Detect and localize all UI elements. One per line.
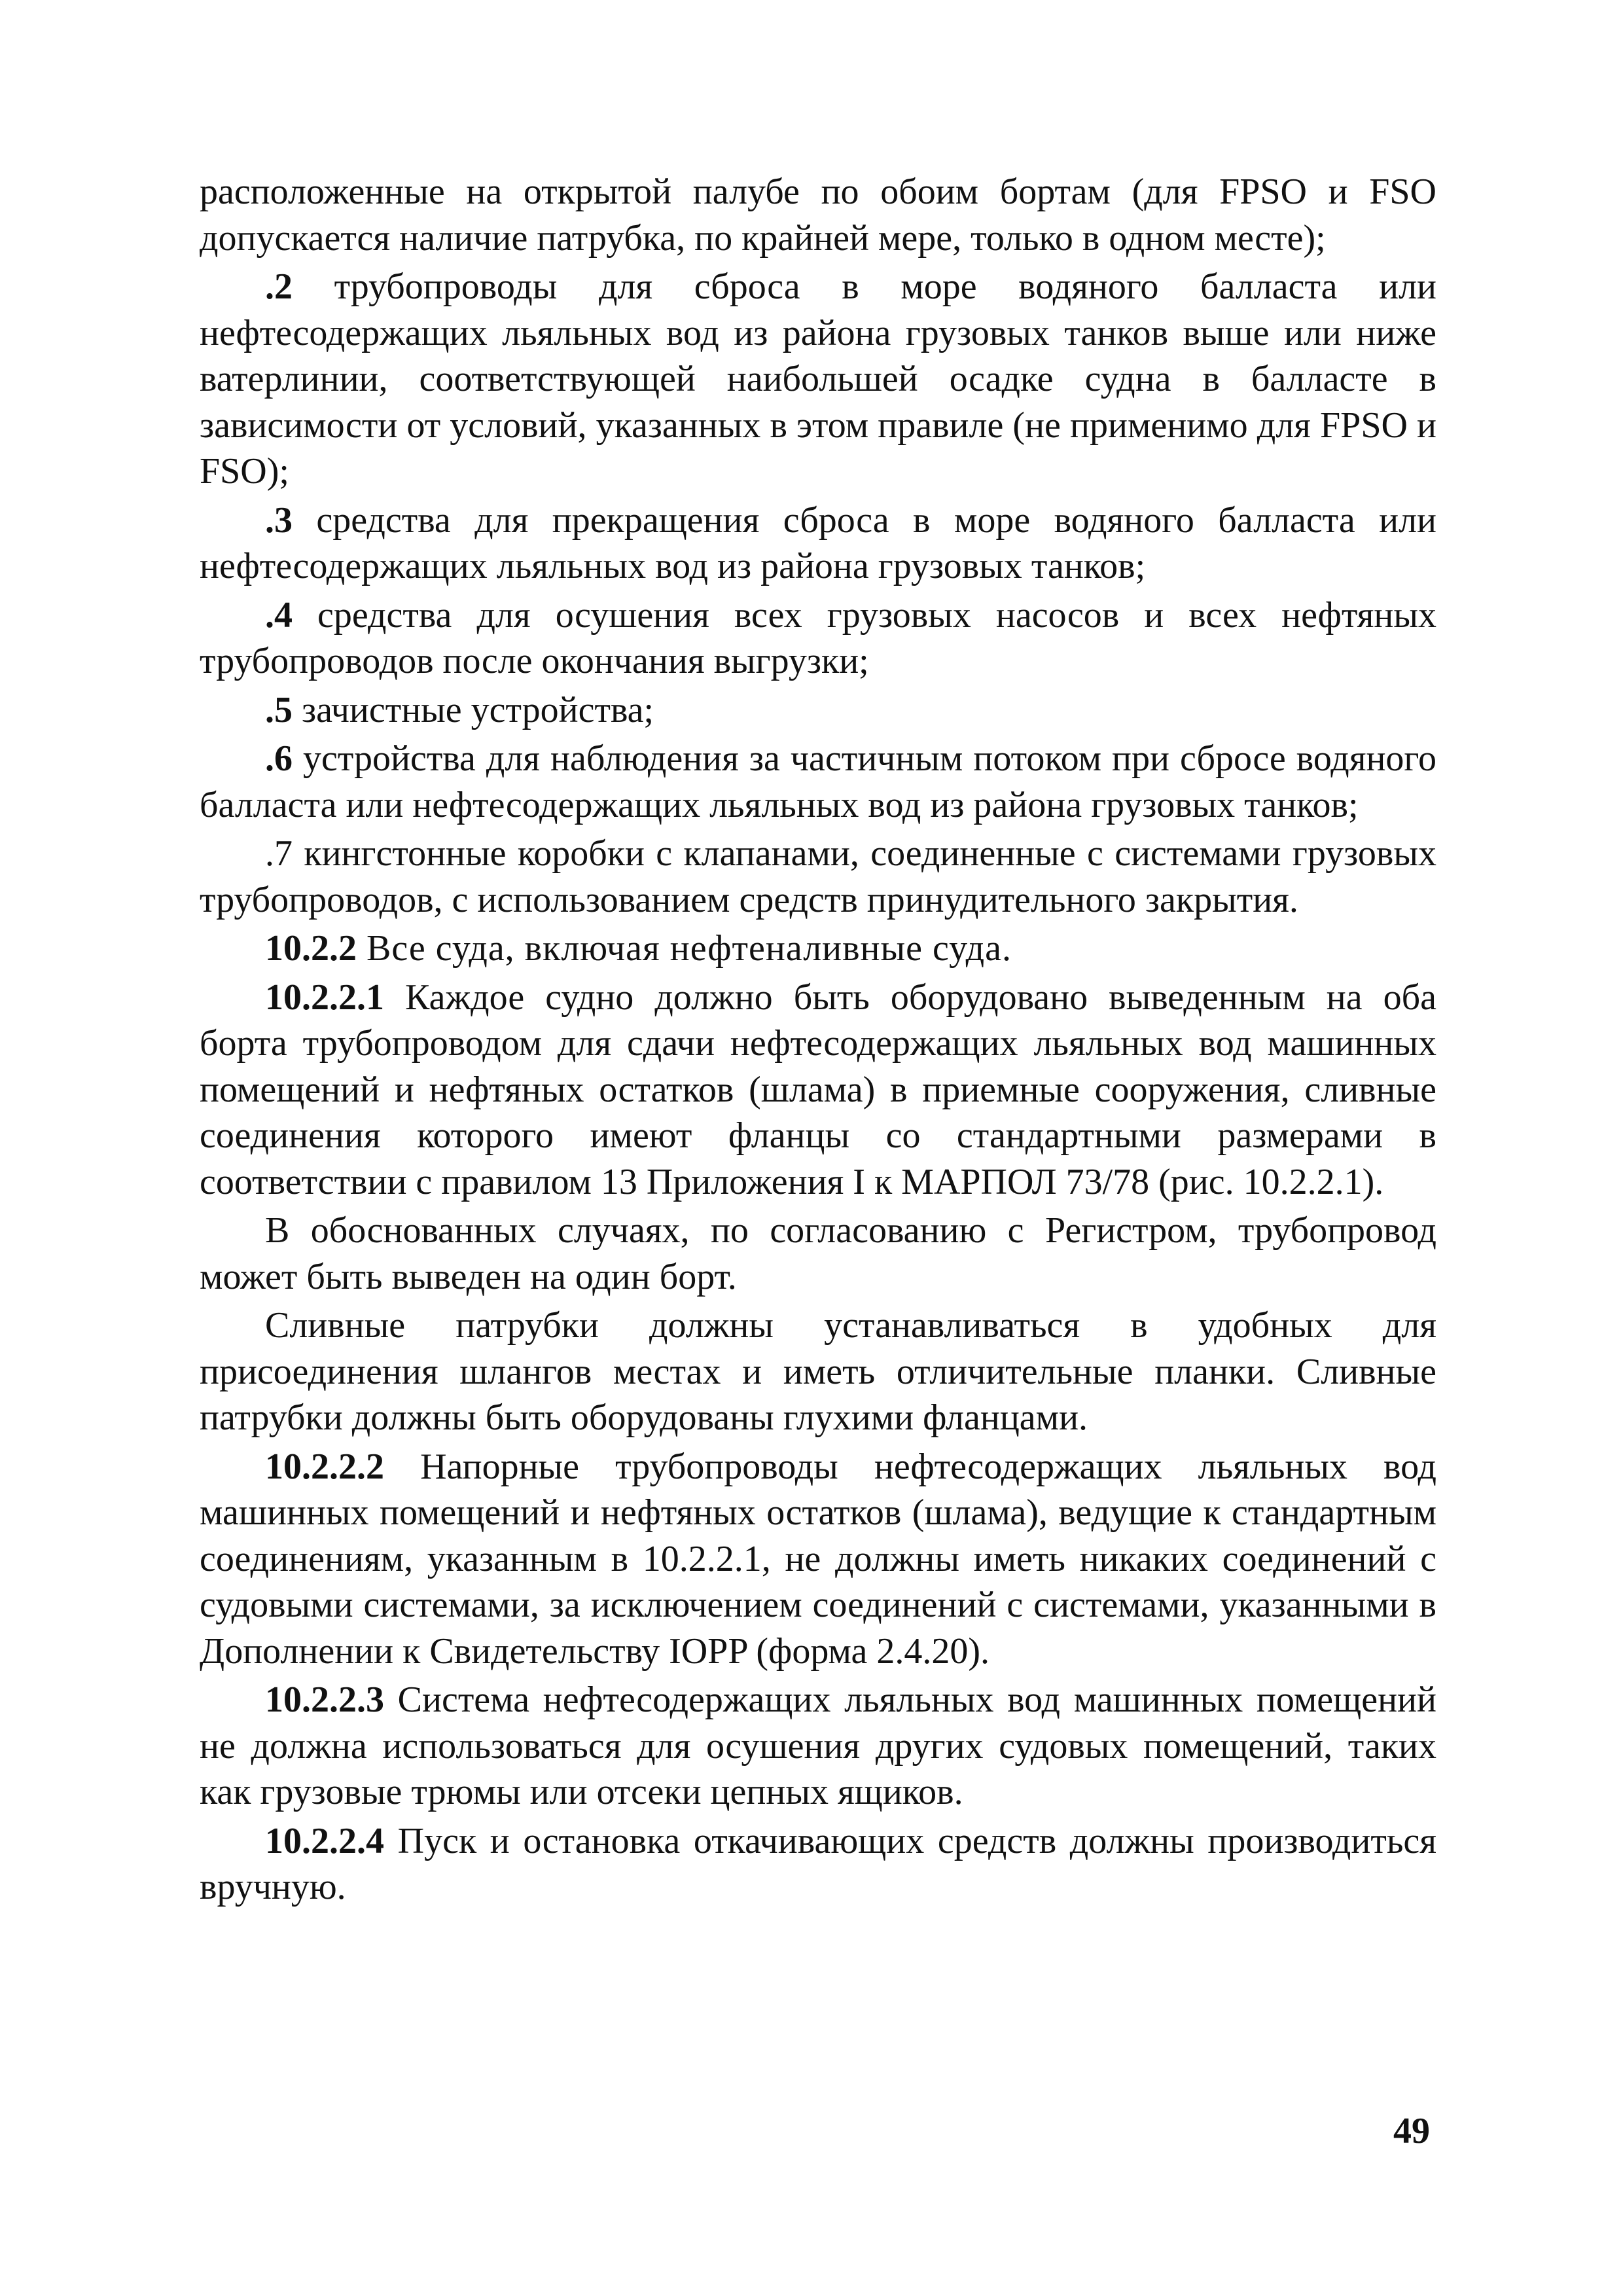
list-item-6 [200, 736, 1436, 828]
paragraph [200, 1302, 1436, 1441]
paragraph-text: Сливные патрубки должны устанавливаться в удобных для присоединения шлангов местах и иметь отличительные планки. Сливные патрубки должны быть оборудованы глухими фланцами. [200, 1305, 1436, 1438]
item-number: .7 [265, 833, 293, 874]
clause-number: 10.2.2.2 [265, 1446, 384, 1487]
list-item-3 [200, 497, 1436, 590]
document-body [200, 169, 1436, 1913]
item-number: .6 [265, 738, 293, 779]
list-item-2 [200, 264, 1436, 495]
clause-10-2-2-3 [200, 1677, 1436, 1816]
clause-10-2-2-2 [200, 1444, 1436, 1675]
section-heading-10-2-2 [200, 925, 1436, 972]
clause-text: Пуск и остановка откачивающих средств должны производиться вручную. [200, 1820, 1436, 1907]
item-text: кингстонные коробки с клапанами, соединенные с системами грузовых трубопроводов, с использованием средств принудительного закрытия. [200, 833, 1436, 920]
item-text: зачистные устройства; [293, 689, 654, 730]
clause-number: 10.2.2.4 [265, 1820, 384, 1861]
item-number: .2 [265, 266, 293, 307]
list-item-7 [200, 831, 1436, 923]
item-number: .4 [265, 594, 293, 636]
item-number: .3 [265, 499, 293, 541]
item-text: устройства для наблюдения за частичным потоком при сбросе водяного балласта или нефтесодержащих льяльных вод из района грузовых танков; [200, 738, 1436, 825]
paragraph-text: В обоснованных случаях, по согласованию с Регистром, трубопровод может быть выведен на один борт. [200, 1210, 1436, 1297]
item-text: средства для осушения всех грузовых насосов и всех нефтяных трубопроводов после окончания выгрузки; [200, 594, 1436, 681]
item-text: трубопроводы для сброса в море водяного балласта или нефтесодержащих льяльных вод из района грузовых танков выше или ниже ватерлинии, соответствующей наибольшей осадке судна в балласте в зависимости от условий, указанных в этом правиле (не применимо для FPSO и FSO); [200, 266, 1436, 492]
section-number: 10.2.2 [265, 928, 357, 969]
clause-text: Напорные трубопроводы нефтесодержащих льяльных вод машинных помещений и нефтяных остатков (шлама), ведущие к стандартным соединениям, указанным в 10.2.2.1, не должны иметь никаких соединений с судовыми системами, за исключением соединений с системами, указанными в Дополнении к Свидетельству IOPP (форма 2.4.20). [200, 1446, 1436, 1672]
item-number: .5 [265, 689, 293, 730]
item-text: средства для прекращения сброса в море водяного балласта или нефтесодержащих льяльных вод из района грузовых танков; [200, 499, 1436, 586]
page-number: 49 [1393, 2111, 1430, 2151]
paragraph-text: расположенные на открытой палубе по обоим бортам (для FPSO и FSO допускается наличие патрубка, по крайней мере, только в одном месте); [200, 171, 1436, 259]
clause-number: 10.2.2.1 [265, 977, 384, 1018]
clause-text: Каждое судно должно быть оборудовано выведенным на оба борта трубопроводом для сдачи нефтесодержащих льяльных вод машинных помещений и нефтяных остатков (шлама) в приемные сооружения, сливные соединения которого имеют фланцы со стандартными размерами в соответствии с правилом 13 Приложения I к МАРПОЛ 73/78 (рис. 10.2.2.1). [200, 977, 1436, 1202]
section-title: Все суда, включая нефтеналивные суда. [357, 928, 1012, 969]
clause-number: 10.2.2.3 [265, 1679, 384, 1720]
clause-text: Система нефтесодержащих льяльных вод машинных помещений не должна использоваться для осушения других судовых помещений, таких как грузовые трюмы или отсеки цепных ящиков. [200, 1679, 1436, 1812]
clause-10-2-2-1 [200, 975, 1436, 1206]
paragraph-continuation [200, 169, 1436, 261]
clause-10-2-2-4 [200, 1818, 1436, 1910]
list-item-5 [200, 687, 1436, 734]
paragraph [200, 1208, 1436, 1300]
list-item-4 [200, 592, 1436, 685]
